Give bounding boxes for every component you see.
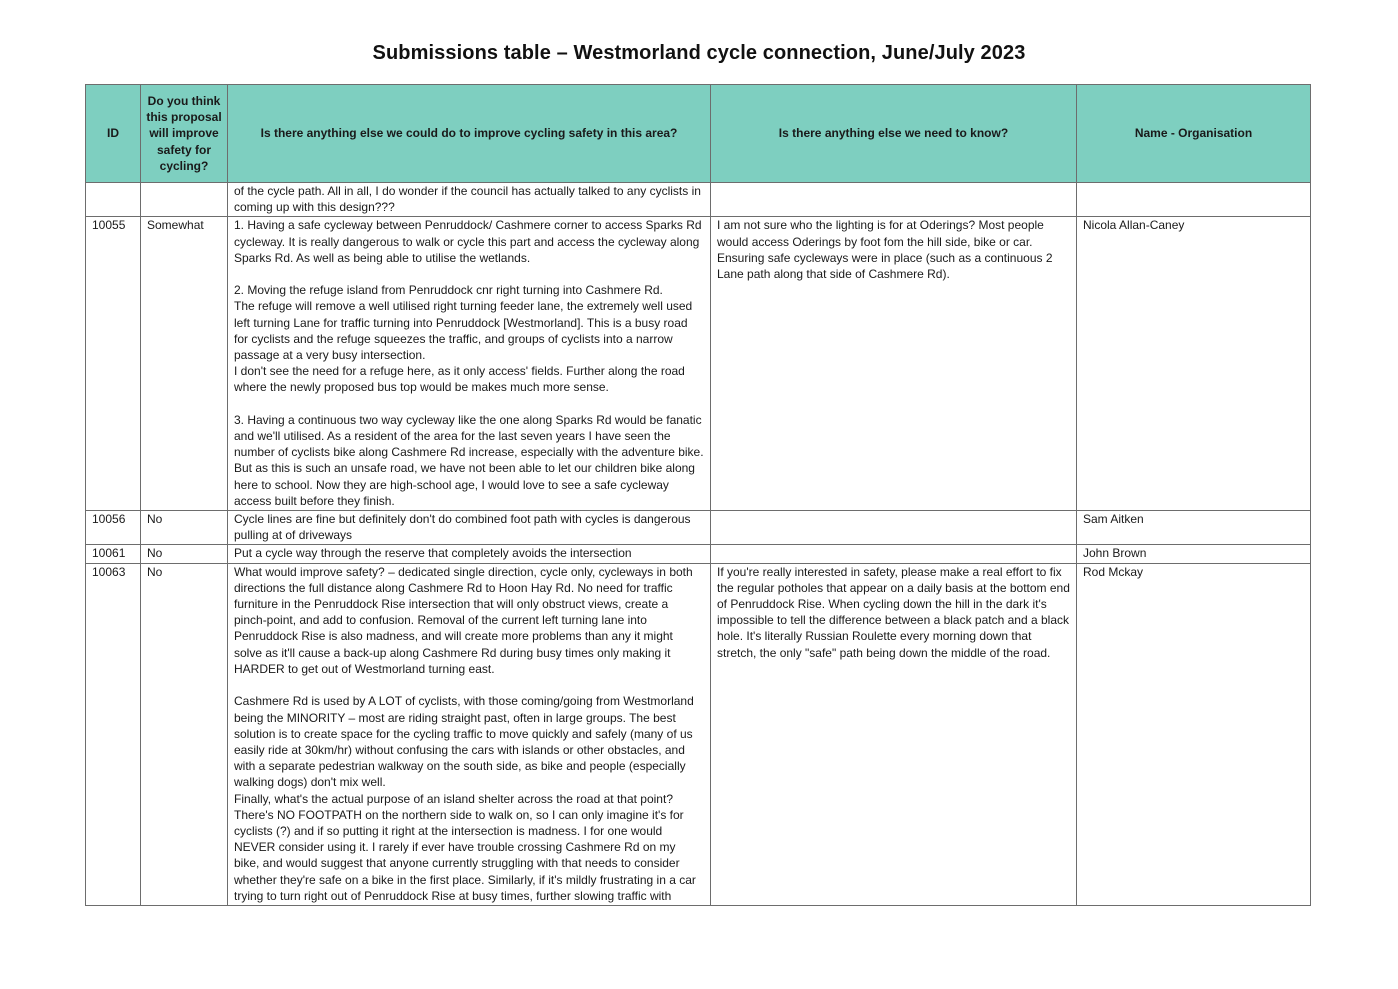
header-name-organisation: Name - Organisation [1077,85,1311,183]
cell-know: I am not sure who the lighting is for at Oderings? Most people would access Oderings by foot fom the hill side, bike or car. Ensuring safe cycleways were in place (such as a continuous 2 Lane path along that side of Cashmere Rd). [711,217,1077,511]
cell-id: 10055 [86,217,141,511]
submissions-table [85,84,1311,906]
cell-know: If you're really interested in safety, please make a real effort to fix the regular potholes that appear on a daily basis at the bottom end of Penruddock Rise. When cycling down the hill in the dark it's impossible to tell the difference between a black patch and a black hole. It's literally Russian Roulette every morning down that stretch, the only "safe" path being down the middle of the road. [711,563,1077,905]
table-row [86,217,1311,511]
cell-improve: Cycle lines are fine but definitely don't do combined foot path with cycles is dangerous pulling at of driveways [228,511,711,545]
header-id: ID [86,85,141,183]
header-anything-else-improve: Is there anything else we could do to improve cycling safety in this area? [228,85,711,183]
cell-id: 10063 [86,563,141,905]
table-row [86,511,1311,545]
cell-improve: of the cycle path. All in all, I do wonder if the council has actually talked to any cyclists in coming up with this design??? [228,183,711,217]
cell-know [711,511,1077,545]
cell-name: John Brown [1077,545,1311,563]
cell-id: 10056 [86,511,141,545]
cell-safety [141,183,228,217]
cell-name: Rod Mckay [1077,563,1311,905]
cell-name: Sam Aitken [1077,511,1311,545]
cell-know [711,545,1077,563]
cell-improve: What would improve safety? – dedicated single direction, cycle only, cycleways in both directions the full distance along Cashmere Rd to Hoon Hay Rd. No need for traffic furniture in the Penruddock Rise intersection that will only obstruct views, create a pinch-point, and add to confusion. Removal of the current left turning lane into Penruddock Rise is also madness, and will create more problems than any it might solve as it'll cause a back-up along Cashmere Rd during busy times only making it HARDER to get out of Westmorland turning east. Cashmere Rd is used by A LOT of cyclists, with those coming/going from Westmorland being the MINORITY – most are riding straight past, often in large groups. The best solution is to create space for the cycling traffic to move quickly and safely (many of us easily ride at 30km/hr) without confusing the cars with islands or other obstacles, and with a separate pedestrian walkway on the south side, as bike and people (especially walking dogs) don't mix well. Finally, what's the actual purpose of an island shelter across the road at that point? There's NO FOOTPATH on the northern side to walk on, so I can only imagine it's for cyclists (?) and if so putting it right at the intersection is madness. I for one would NEVER consider using it. I rarely if ever have trouble crossing Cashmere Rd on my bike, and would suggest that anyone currently struggling with that needs to consider whether they're safe on a bike in the first place. Similarly, if it's mildly frustrating in a car trying to turn right out of Penruddock Rise at busy times, further slowing traffic with [228,563,711,905]
cell-safety: Somewhat [141,217,228,511]
table-row [86,545,1311,563]
cell-improve: 1. Having a safe cycleway between Penruddock/ Cashmere corner to access Sparks Rd cycleway. It is really dangerous to walk or cycle this part and access the cycleway along Sparks Rd. As well as being able to utilise the wetlands. 2. Moving the refuge island from Penruddock cnr right turning into Cashmere Rd. The refuge will remove a well utilised right turning feeder lane, the extremely well used left turning Lane for traffic turning into Penruddock [Westmorland]. This is a busy road for cyclists and the refuge squeezes the traffic, and groups of cyclists into a narrow passage at a very busy intersection. I don't see the need for a refuge here, as it only access' fields. Further along the road where the newly proposed bus top would be makes much more sense. 3. Having a continuous two way cycleway like the one along Sparks Rd would be fanatic and we'll utilised. As a resident of the area for the last seven years I have seen the number of cyclists bike along Cashmere Rd increase, especially with the adventure bike. But as this is such an unsafe road, we have not been able to let our children bike along here to school. Now they are high-school age, I would love to see a safe cycleway access built before they finish. [228,217,711,511]
document-title: Submissions table – Westmorland cycle connection, June/July 2023 [372,42,1026,64]
header-improve-safety-question: Do you think this proposal will improve safety for cycling? [141,85,228,183]
cell-id: 10061 [86,545,141,563]
cell-id [86,183,141,217]
cell-name [1077,183,1311,217]
cell-improve: Put a cycle way through the reserve that completely avoids the intersection [228,545,711,563]
cell-safety: No [141,545,228,563]
cell-know [711,183,1077,217]
cell-safety: No [141,563,228,905]
table-row [86,563,1311,905]
cell-safety: No [141,511,228,545]
table-row [86,183,1311,217]
header-anything-else-know: Is there anything else we need to know? [711,85,1077,183]
cell-name: Nicola Allan-Caney [1077,217,1311,511]
table-header-row [86,85,1311,183]
